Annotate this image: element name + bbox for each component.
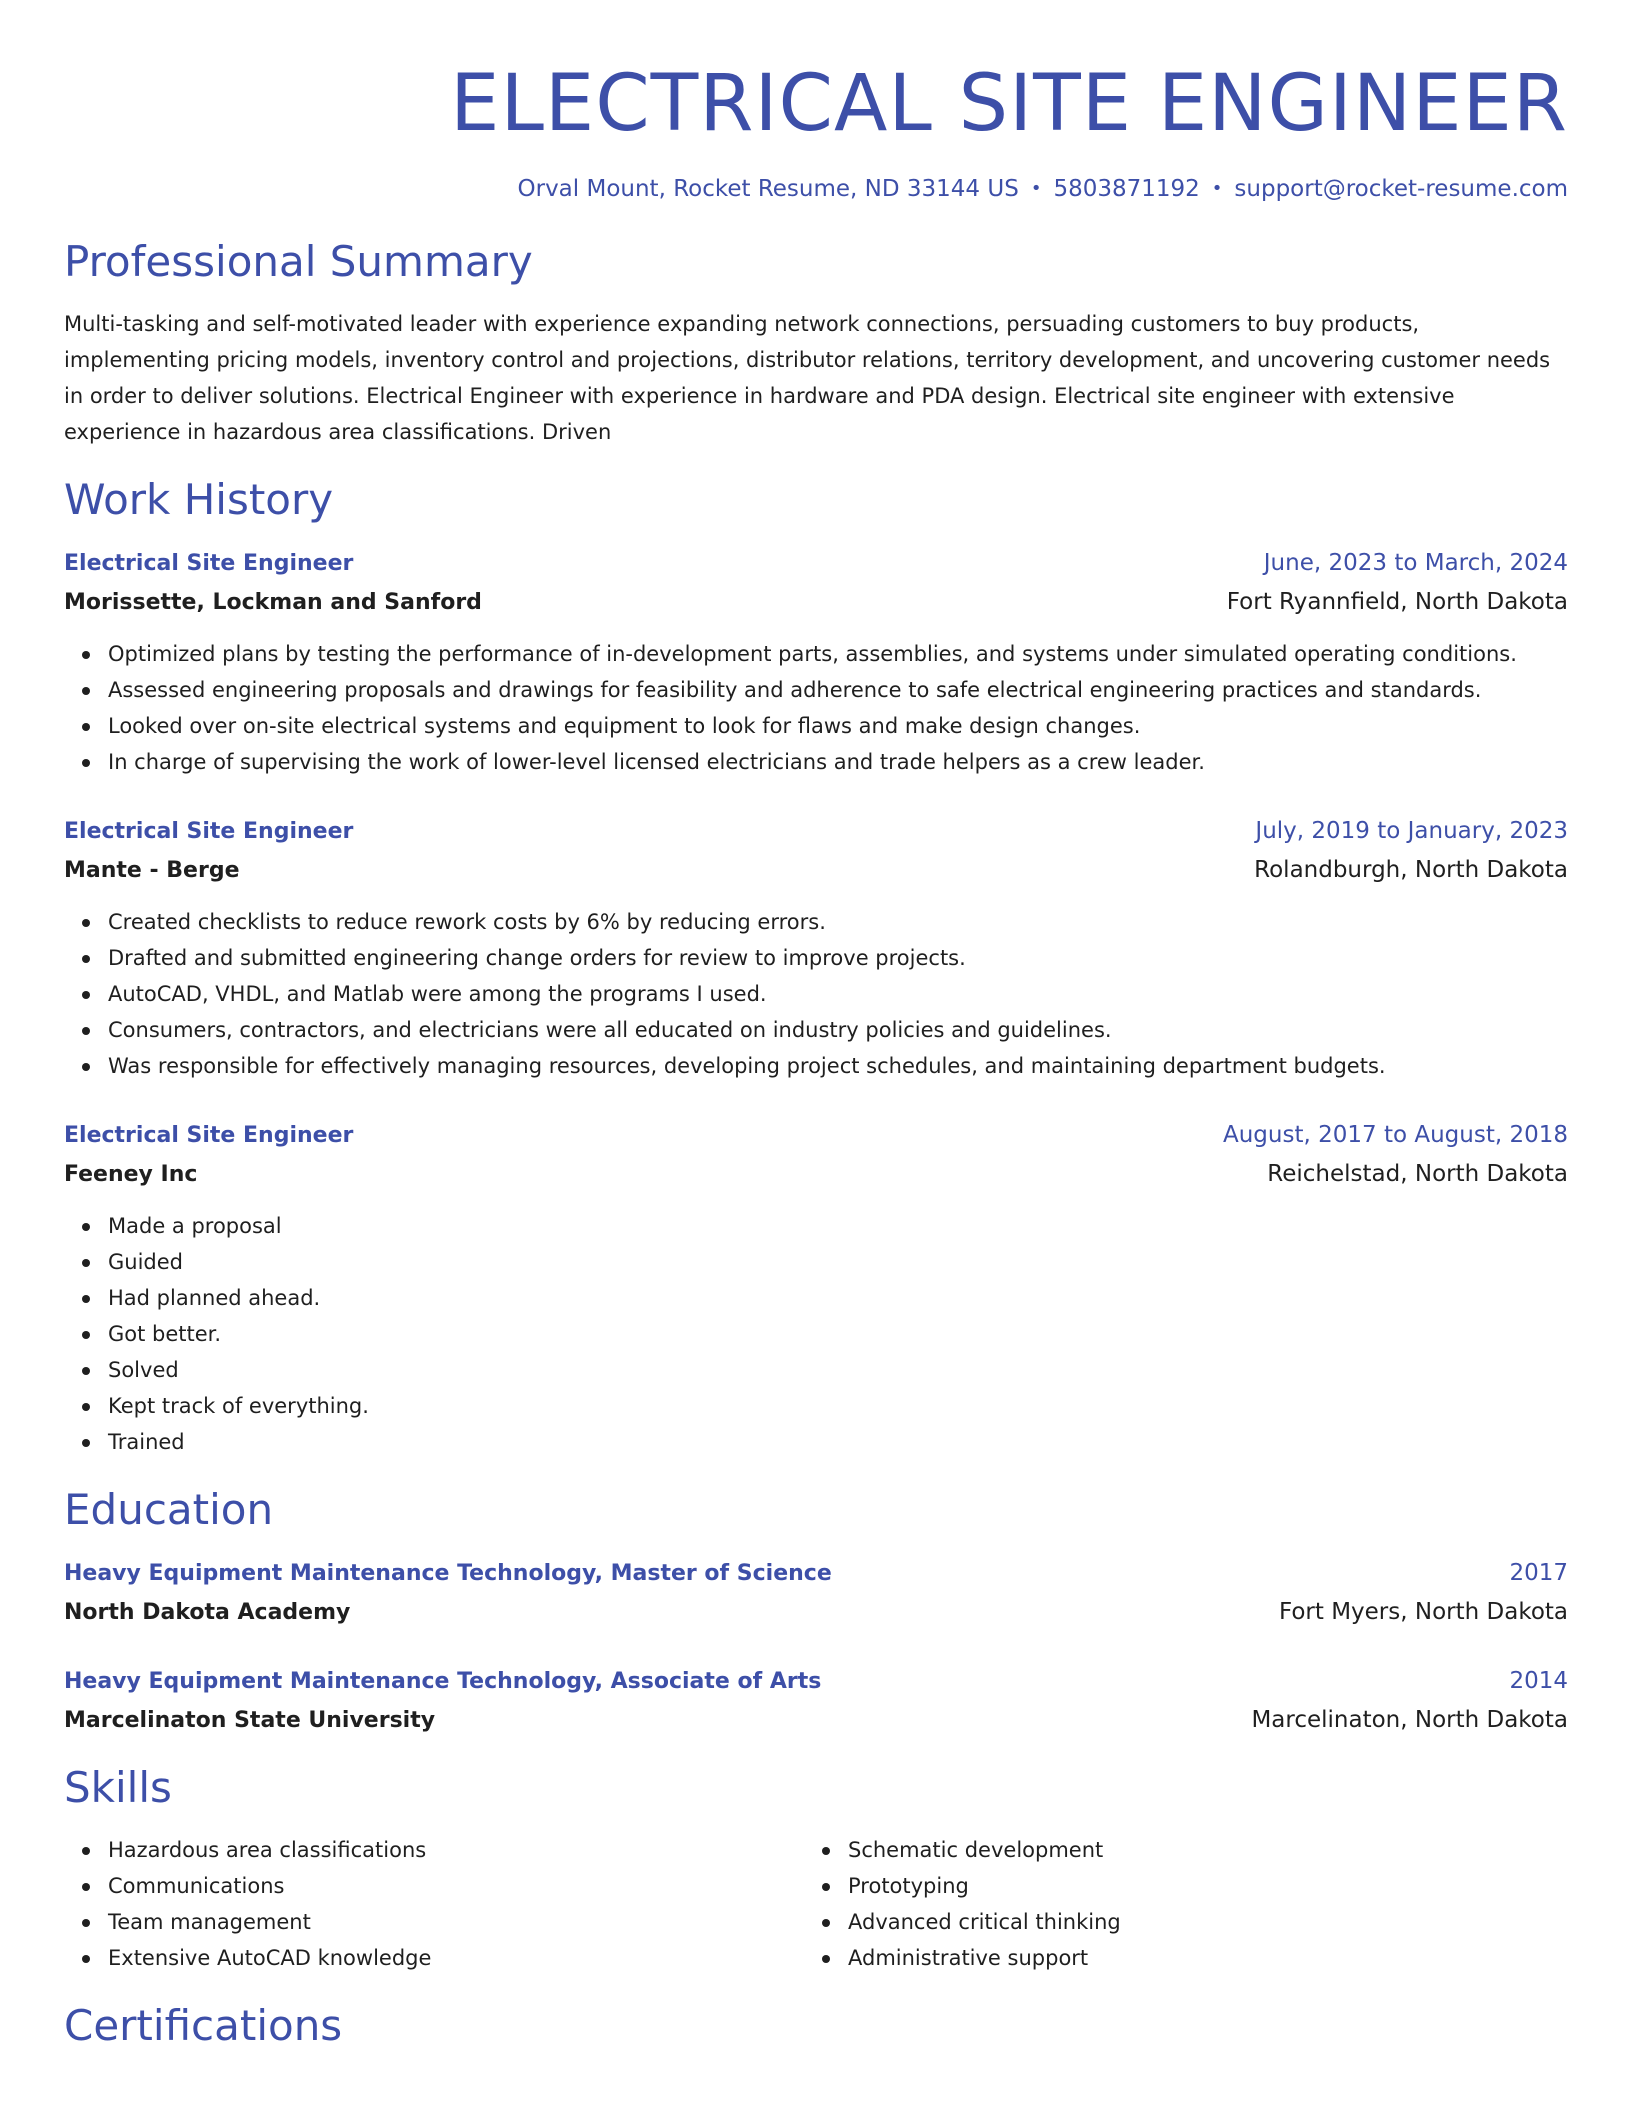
contact-phone: 5803871192 (1053, 176, 1200, 202)
job-bullets (64, 636, 1568, 780)
degree-year: 2014 (1509, 1668, 1568, 1694)
skill-item: Schematic development (848, 1832, 1544, 1868)
job-title: Electrical Site Engineer (64, 819, 354, 844)
job-location: Reichelstad, North Dakota (1267, 1161, 1568, 1187)
skills-column-right (804, 1832, 1544, 1976)
degree-title: Heavy Equipment Maintenance Technology, Associate of Arts (64, 1669, 822, 1694)
degree-title: Heavy Equipment Maintenance Technology, Master of Science (64, 1561, 832, 1586)
company-name: Morissette, Lockman and Sanford (64, 590, 482, 615)
company-name: Feeney Inc (64, 1162, 198, 1187)
list-item: Optimized plans by testing the performance of in-development parts, assemblies, and systems under simulated operating conditions. (108, 636, 1568, 672)
list-item: Assessed engineering proposals and drawings for feasibility and adherence to safe electrical engineering practices and standards. (108, 672, 1568, 708)
list-item: AutoCAD, VHDL, and Matlab were among the programs I used. (108, 976, 1568, 1012)
list-item: Was responsible for effectively managing resources, developing project schedules, and maintaining department budgets. (108, 1048, 1568, 1084)
contact-separator: • (1030, 178, 1042, 199)
certifications-heading: Certifications (64, 2001, 343, 2050)
contact-address: Orval Mount, Rocket Resume, ND 33144 US (517, 176, 1019, 202)
skill-item: Hazardous area classifications (108, 1832, 804, 1868)
work-entry (64, 546, 1568, 780)
education-heading: Education (64, 1485, 274, 1534)
skills-grid (64, 1832, 1568, 1976)
list-item: Trained (108, 1424, 1568, 1460)
skills-column-left (64, 1832, 804, 1976)
job-location: Fort Ryannfield, North Dakota (1226, 589, 1568, 615)
summary-heading: Professional Summary (64, 237, 533, 286)
contact-separator: • (1211, 178, 1223, 199)
skill-item: Prototyping (848, 1868, 1544, 1904)
list-item: Solved (108, 1352, 1568, 1388)
education-section (64, 1482, 1568, 1738)
education-entry (64, 1664, 1568, 1738)
job-dates: June, 2023 to March, 2024 (1263, 550, 1568, 576)
skills-heading: Skills (64, 1763, 172, 1812)
skill-item: Communications (108, 1868, 804, 1904)
work-history-heading: Work History (64, 475, 334, 524)
school-name: North Dakota Academy (64, 1600, 351, 1625)
job-bullets (64, 904, 1568, 1084)
skill-item: Advanced critical thinking (848, 1904, 1544, 1940)
contact-email[interactable]: support@rocket-resume.com (1234, 176, 1568, 202)
job-title: Electrical Site Engineer (64, 551, 354, 576)
resume-page (64, 0, 1568, 2054)
list-item: Drafted and submitted engineering change orders for review to improve projects. (108, 940, 1568, 976)
job-dates: July, 2019 to January, 2023 (1255, 818, 1568, 844)
job-title: Electrical Site Engineer (64, 1123, 354, 1148)
list-item: Got better. (108, 1316, 1568, 1352)
job-location: Rolandburgh, North Dakota (1254, 857, 1568, 883)
list-item: Kept track of everything. (108, 1388, 1568, 1424)
skill-item: Extensive AutoCAD knowledge (108, 1940, 804, 1976)
contact-line (64, 172, 1568, 206)
school-name: Marcelinaton State University (64, 1708, 436, 1733)
work-entry (64, 1118, 1568, 1460)
school-location: Marcelinaton, North Dakota (1251, 1707, 1568, 1733)
skill-item: Team management (108, 1904, 804, 1940)
education-entry (64, 1556, 1568, 1630)
resume-title: ELECTRICAL SITE ENGINEER (450, 59, 1568, 149)
skills-section (64, 1760, 1568, 1976)
list-item: Had planned ahead. (108, 1280, 1568, 1316)
school-location: Fort Myers, North Dakota (1278, 1599, 1568, 1625)
list-item: Consumers, contractors, and electricians were all educated on industry policies and guidelines. (108, 1012, 1568, 1048)
work-entry (64, 814, 1568, 1084)
list-item: Guided (108, 1244, 1568, 1280)
job-dates: August, 2017 to August, 2018 (1223, 1122, 1568, 1148)
work-history-section (64, 472, 1568, 1460)
degree-year: 2017 (1509, 1560, 1568, 1586)
job-bullets (64, 1208, 1568, 1460)
list-item: Created checklists to reduce rework costs by 6% by reducing errors. (108, 904, 1568, 940)
company-name: Mante - Berge (64, 858, 240, 883)
list-item: In charge of supervising the work of lower-level licensed electricians and trade helpers as a crew leader. (108, 744, 1568, 780)
list-item: Made a proposal (108, 1208, 1568, 1244)
summary-text: Multi-tasking and self-motivated leader with experience expanding network connections, persuading customers to buy products, implementing pricing models, inventory control and projections, distributor relations, territory development, and uncovering customer needs in order to deliver solutions. Electrical Engineer with experience in hardware and PDA design. Electrical site engineer with extensive experience in hazardous area classifications. Driven (64, 312, 1551, 444)
list-item: Looked over on-site electrical systems and equipment to look for flaws and make design changes. (108, 708, 1568, 744)
skill-item: Administrative support (848, 1940, 1544, 1976)
